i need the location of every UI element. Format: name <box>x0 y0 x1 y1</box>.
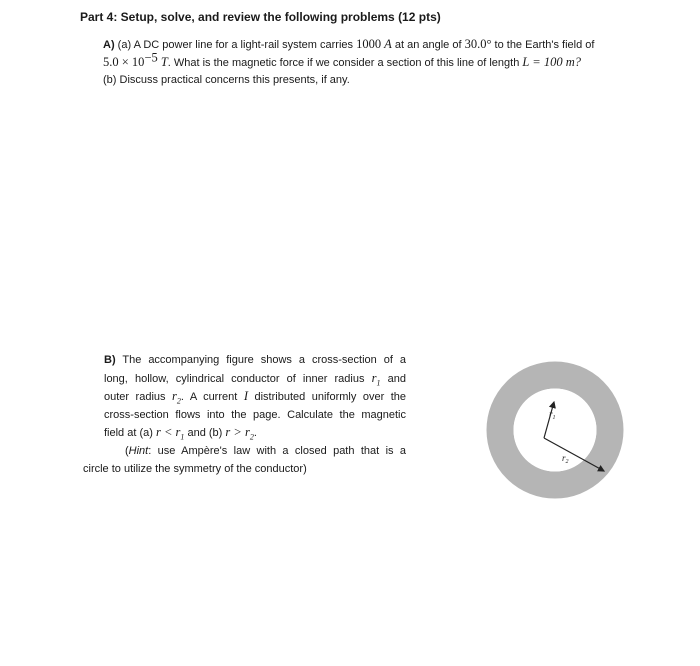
hint-text: : use Ampère's law with a closed path that is a <box>148 444 406 457</box>
r1-label: $r_1$ <box>549 409 556 421</box>
problem-b-text: The accompanying figure shows a cross-section of a <box>122 354 406 366</box>
problem-a-text: at an angle of <box>394 39 462 51</box>
current-value: 1000 <box>356 37 382 51</box>
problem-b-text: outer radius <box>104 391 166 404</box>
problem-b-text: cross-section flows into the page. Calculate the magnetic <box>104 408 406 421</box>
problem-a-part-b: (b) Discuss practical concerns this presents, if any. <box>103 74 350 86</box>
problem-b-label: B) <box>104 354 116 366</box>
problem-b-text: and (b) <box>187 427 223 440</box>
angle-value: 30.0° <box>464 37 492 51</box>
section-heading: Part 4: Setup, solve, and review the following problems (12 pts) <box>80 10 441 24</box>
hint-label: Hint <box>128 444 149 457</box>
field-unit: T <box>160 55 168 69</box>
problem-a <box>103 36 638 89</box>
field-exponent: −5 <box>144 50 158 65</box>
field-value: 5.0 × 10 <box>103 55 145 69</box>
r2-symbol: $r_2$ <box>172 389 181 406</box>
conductor-cross-section-figure <box>480 355 630 505</box>
hint-text-end: circle to utilize the symmetry of the conductor) <box>83 462 307 475</box>
problem-a-text: (a) A DC power line for a light-rail system carries <box>117 39 354 51</box>
problem-b-text: distributed uniformly over the <box>254 391 407 404</box>
condition-a: $r < r_1$ <box>155 425 185 442</box>
problem-b-text: and <box>387 372 406 385</box>
problem-a-label: A) <box>103 39 115 51</box>
problem-b-text: field at (a) <box>104 427 153 440</box>
r1-symbol: $r_1$ <box>371 370 381 388</box>
condition-b: $r > r_2$ <box>225 425 254 442</box>
problem-b: B) The accompanying figure shows a cross-section of a long, hollow, cylindrical conductor of inner radius $r_1$ and outer radius $r_2$. A current I distributed uniformly over the cross-section flows into the page. Calculate the magnetic field at (a) $r < r_1$ and (b) $r > r_2$. (Hint: use Ampère's law with a closed path that is a circle to utilize the symmetry of the conductor) <box>83 352 406 478</box>
inner-hole <box>514 389 597 472</box>
length-equation: L = 100 m? <box>522 55 581 69</box>
r2-label: $r_2$ <box>562 453 569 465</box>
problem-a-text: . What is the magnetic force if we consider a section of this line of length <box>167 57 520 69</box>
problem-b-text: long, hollow, cylindrical conductor of inner radius <box>104 372 365 385</box>
problem-a-text: to the Earth's field of <box>494 39 595 51</box>
problem-b-text: . A current <box>180 391 238 404</box>
current-symbol: I <box>243 389 248 404</box>
hint-open: ( <box>125 444 129 457</box>
current-unit: A <box>384 37 392 51</box>
